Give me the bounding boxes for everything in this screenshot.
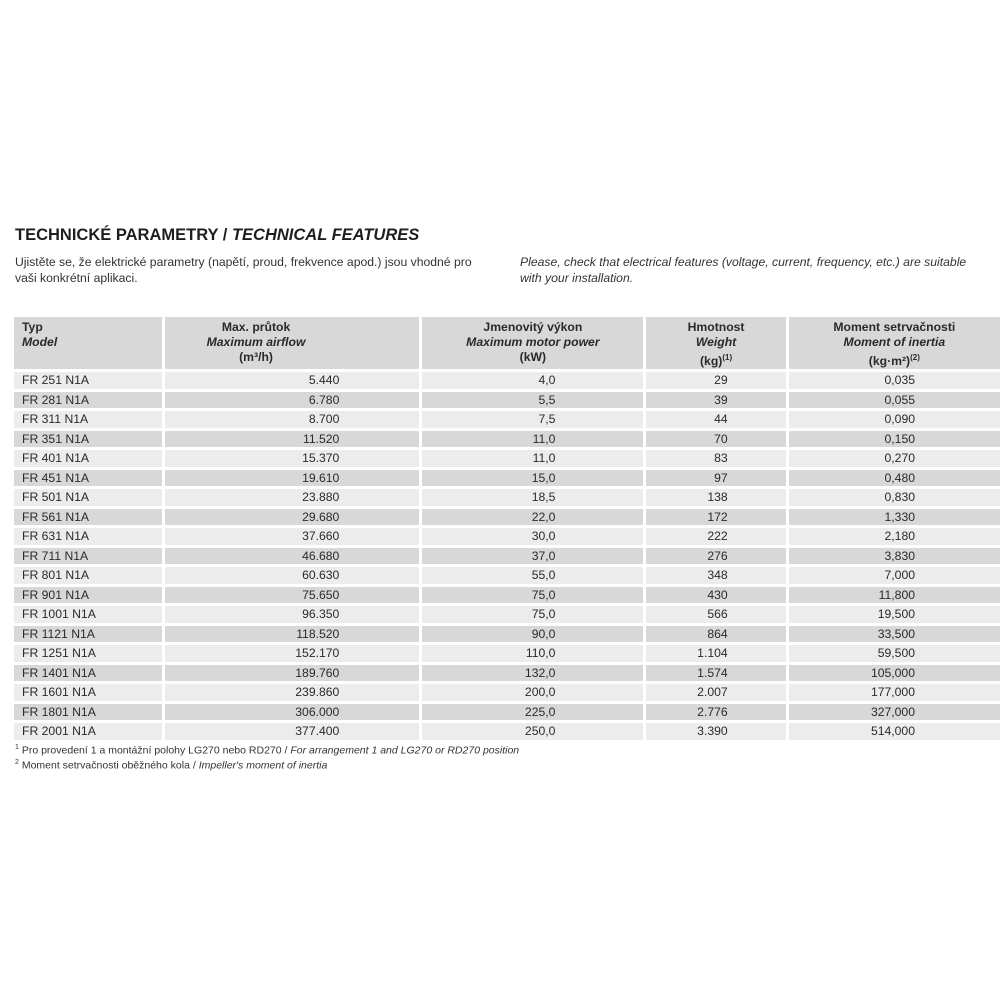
table-row [14, 450, 1000, 467]
table-row [14, 606, 1000, 623]
header-label-cz: Hmotnost [687, 320, 745, 334]
cell-motor-power: 250,0 [422, 723, 643, 740]
cell-motor-power: 18,5 [422, 489, 643, 506]
cell-model: FR 801 N1A [14, 567, 162, 584]
cell-model: FR 351 N1A [14, 431, 162, 448]
cell-moment-of-inertia: 0,830 [789, 489, 1000, 506]
table-row [14, 372, 1000, 389]
cell-motor-power: 75,0 [422, 587, 643, 604]
cell-motor-power: 11,0 [422, 450, 643, 467]
cell-moment-of-inertia: 0,270 [789, 450, 1000, 467]
table-header-row [14, 317, 1000, 369]
table-row [14, 587, 1000, 604]
column-header-motor-power [422, 317, 643, 369]
cell-weight: 83 [646, 450, 785, 467]
cell-motor-power: 90,0 [422, 626, 643, 643]
cell-max-airflow: 152.170 [165, 645, 420, 662]
cell-moment-of-inertia: 7,000 [789, 567, 1000, 584]
cell-weight: 864 [646, 626, 785, 643]
header-label-en: Maximum motor power [466, 335, 600, 349]
cell-max-airflow: 189.760 [165, 665, 420, 682]
table-row [14, 411, 1000, 428]
cell-weight: 566 [646, 606, 785, 623]
header-unit [520, 350, 546, 364]
title-en: TECHNICAL FEATURES [231, 226, 420, 244]
cell-weight: 276 [646, 548, 785, 565]
table-row [14, 548, 1000, 565]
cell-moment-of-inertia: 177,000 [789, 684, 1000, 701]
cell-motor-power: 30,0 [422, 528, 643, 545]
cell-weight: 172 [646, 509, 785, 526]
cell-max-airflow: 239.860 [165, 684, 420, 701]
cell-motor-power: 22,0 [422, 509, 643, 526]
table-row [14, 470, 1000, 487]
footnote-text-cz: Pro provedení 1 a montážní polohy LG270 nebo RD270 / [21, 744, 291, 757]
cell-moment-of-inertia: 19,500 [789, 606, 1000, 623]
column-header-max-airflow [165, 317, 420, 369]
cell-weight: 39 [646, 392, 785, 409]
cell-motor-power: 75,0 [422, 606, 643, 623]
cell-weight: 29 [646, 372, 785, 389]
cell-weight: 1.104 [646, 645, 785, 662]
unit-text: (m³/h) [239, 350, 273, 364]
cell-moment-of-inertia: 105,000 [789, 665, 1000, 682]
cell-moment-of-inertia: 0,090 [789, 411, 1000, 428]
cell-motor-power: 200,0 [422, 684, 643, 701]
footnote-text-cz: Moment setrvačnosti oběžného kola / [21, 759, 199, 772]
cell-motor-power: 110,0 [422, 645, 643, 662]
footnote-text-en: For arrangement 1 and LG270 or RD270 position [290, 744, 520, 757]
unit-text: (kW) [519, 350, 547, 364]
cell-moment-of-inertia: 327,000 [789, 704, 1000, 721]
cell-moment-of-inertia: 33,500 [789, 626, 1000, 643]
cell-model: FR 901 N1A [14, 587, 162, 604]
table-row [14, 528, 1000, 545]
unit-text: (kg) [699, 354, 723, 369]
table-row [14, 626, 1000, 643]
title-cz: TECHNICKÉ PARAMETRY / [15, 226, 232, 244]
cell-weight: 138 [646, 489, 785, 506]
table-row [14, 665, 1000, 682]
footnote-mark: 2 [15, 759, 19, 766]
table-row [14, 684, 1000, 701]
cell-moment-of-inertia: 0,035 [789, 372, 1000, 389]
cell-max-airflow: 37.660 [165, 528, 420, 545]
cell-model: FR 631 N1A [14, 528, 162, 545]
cell-max-airflow: 96.350 [165, 606, 420, 623]
cell-motor-power: 55,0 [422, 567, 643, 584]
cell-moment-of-inertia: 1,330 [789, 509, 1000, 526]
cell-motor-power: 11,0 [422, 431, 643, 448]
cell-motor-power: 37,0 [422, 548, 643, 565]
cell-max-airflow: 5.440 [165, 372, 420, 389]
cell-weight: 44 [646, 411, 785, 428]
intro-text-en: Please, check that electrical features (voltage, current, frequency, etc.) are suitable with your installation. [520, 255, 967, 285]
cell-max-airflow: 15.370 [165, 450, 420, 467]
cell-model: FR 401 N1A [14, 450, 162, 467]
header-unit [700, 354, 732, 368]
table-row [14, 567, 1000, 584]
section-title [15, 226, 419, 245]
cell-model: FR 1001 N1A [14, 606, 162, 623]
cell-moment-of-inertia: 59,500 [789, 645, 1000, 662]
cell-weight: 430 [646, 587, 785, 604]
footnote-mark: 1 [15, 744, 19, 751]
cell-moment-of-inertia: 0,055 [789, 392, 1000, 409]
cell-motor-power: 4,0 [422, 372, 643, 389]
cell-moment-of-inertia: 0,480 [789, 470, 1000, 487]
cell-model: FR 711 N1A [14, 548, 162, 565]
cell-max-airflow: 23.880 [165, 489, 420, 506]
cell-motor-power: 15,0 [422, 470, 643, 487]
cell-weight: 70 [646, 431, 785, 448]
cell-model: FR 2001 N1A [14, 723, 162, 740]
cell-moment-of-inertia: 11,800 [789, 587, 1000, 604]
cell-model: FR 1401 N1A [14, 665, 162, 682]
cell-weight: 1.574 [646, 665, 785, 682]
footnote-reference: (2) [910, 353, 920, 362]
header-unit [869, 354, 920, 368]
unit-text: (kg·m²) [868, 354, 911, 369]
header-label-cz: Max. průtok [221, 320, 291, 334]
cell-weight: 222 [646, 528, 785, 545]
cell-moment-of-inertia: 0,150 [789, 431, 1000, 448]
cell-motor-power: 132,0 [422, 665, 643, 682]
column-header-weight [646, 317, 785, 369]
cell-moment-of-inertia: 2,180 [789, 528, 1000, 545]
technical-features-table [11, 314, 1000, 743]
table-row [14, 704, 1000, 721]
table-body [14, 372, 1000, 740]
cell-max-airflow: 19.610 [165, 470, 420, 487]
cell-max-airflow: 306.000 [165, 704, 420, 721]
table-row [14, 723, 1000, 740]
cell-weight: 348 [646, 567, 785, 584]
header-label-en: Weight [695, 335, 737, 349]
cell-max-airflow: 46.680 [165, 548, 420, 565]
cell-model: FR 1801 N1A [14, 704, 162, 721]
cell-model: FR 501 N1A [14, 489, 162, 506]
column-header-moment-of-inertia [789, 317, 1000, 369]
cell-weight: 2.007 [646, 684, 785, 701]
header-label-en: Model [22, 335, 58, 349]
table-row [14, 645, 1000, 662]
cell-motor-power: 225,0 [422, 704, 643, 721]
intro-text-cz: Ujistěte se, že elektrické parametry (napětí, proud, frekvence apod.) jsou vhodné pro vaši konkrétní aplikaci. [15, 255, 472, 285]
cell-model: FR 451 N1A [14, 470, 162, 487]
footnote-text-en: Impeller's moment of inertia [198, 759, 328, 772]
cell-model: FR 1251 N1A [14, 645, 162, 662]
footnote-1 [15, 744, 519, 757]
cell-weight: 97 [646, 470, 785, 487]
header-label-en: Moment of inertia [843, 335, 946, 349]
footnote-reference: (1) [722, 353, 733, 362]
cell-moment-of-inertia: 514,000 [789, 723, 1000, 740]
cell-model: FR 561 N1A [14, 509, 162, 526]
cell-weight: 2.776 [646, 704, 785, 721]
cell-model: FR 281 N1A [14, 392, 162, 409]
cell-model: FR 251 N1A [14, 372, 162, 389]
cell-max-airflow: 377.400 [165, 723, 420, 740]
cell-model: FR 311 N1A [14, 411, 162, 428]
table-row [14, 489, 1000, 506]
header-label-cz: Typ [22, 320, 43, 334]
footnote-2 [15, 759, 327, 772]
cell-weight: 3.390 [646, 723, 785, 740]
header-unit [239, 350, 273, 364]
cell-max-airflow: 60.630 [165, 567, 420, 584]
cell-model: FR 1601 N1A [14, 684, 162, 701]
cell-max-airflow: 11.520 [165, 431, 420, 448]
header-label-cz: Jmenovitý výkon [483, 320, 583, 334]
column-header-model [14, 317, 162, 369]
header-label-cz: Moment setrvačnosti [833, 320, 956, 334]
cell-max-airflow: 29.680 [165, 509, 420, 526]
table-row [14, 509, 1000, 526]
cell-max-airflow: 8.700 [165, 411, 420, 428]
table-row [14, 392, 1000, 409]
cell-moment-of-inertia: 3,830 [789, 548, 1000, 565]
table-row [14, 431, 1000, 448]
cell-max-airflow: 118.520 [165, 626, 420, 643]
cell-motor-power: 5,5 [422, 392, 643, 409]
cell-model: FR 1121 N1A [14, 626, 162, 643]
cell-max-airflow: 75.650 [165, 587, 420, 604]
cell-motor-power: 7,5 [422, 411, 643, 428]
cell-max-airflow: 6.780 [165, 392, 420, 409]
header-label-en: Maximum airflow [206, 335, 306, 349]
